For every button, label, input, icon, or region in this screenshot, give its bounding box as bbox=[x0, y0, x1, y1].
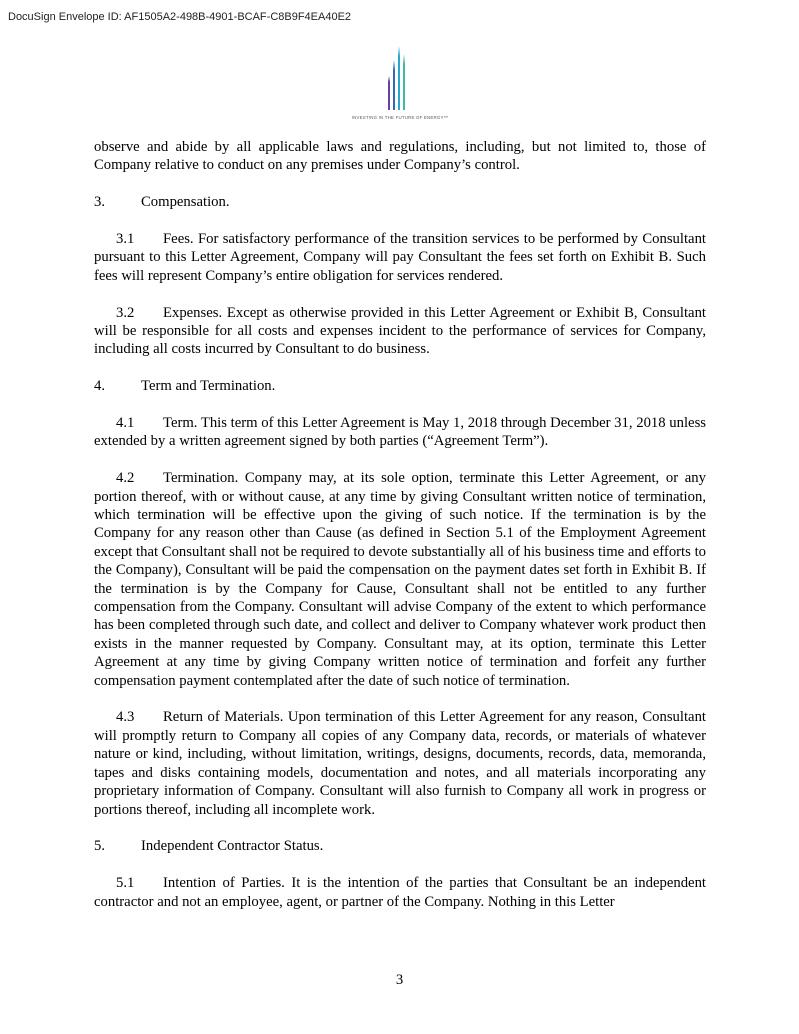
section-5-number: 5. bbox=[94, 838, 106, 855]
section-4-1-text: Term. This term of this Letter Agreement is May 1, 2018 through December 31, 2018 unless extended by a written agreement signed by both parties (“Agreement Term”). bbox=[94, 415, 706, 450]
section-4-title: Term and Termination. bbox=[141, 378, 276, 395]
logo-tagline: INVESTING IN THE FUTURE OF ENERGY™ bbox=[351, 115, 449, 120]
section-4-number: 4. bbox=[94, 378, 106, 395]
logo-bar-teal bbox=[403, 54, 405, 110]
section-5-title: Independent Contractor Status. bbox=[141, 838, 324, 855]
section-3-heading bbox=[94, 193, 706, 211]
section-3-1-number: 3.1 bbox=[116, 231, 135, 247]
section-4-2-paragraph bbox=[94, 469, 706, 690]
section-3-number: 3. bbox=[94, 194, 106, 211]
page-number: 3 bbox=[395, 972, 404, 988]
section-4-3-number: 4.3 bbox=[116, 709, 135, 726]
section-3-2-number: 3.2 bbox=[116, 304, 135, 321]
logo-bar-purple bbox=[388, 76, 390, 110]
section-3-1-text: Fees. For satisfactory performance of the transition services to be performed by Consultant pursuant to this Letter Agreement, Company will pay Consultant the fees set forth on Exhibit B. Such fees will represent Company’s entire obligation for services rendered. bbox=[94, 231, 706, 284]
section-3-title: Compensation. bbox=[141, 194, 230, 211]
document-body bbox=[94, 138, 706, 929]
section-4-3-paragraph bbox=[94, 708, 706, 818]
section-4-3-text: Return of Materials. Upon termination of this Letter Agreement for any reason, Consultant will promptly return to Company all copies of any Company data, records, or materials of whatever nature or kind, including, without limitation, writings, designs, documents, records, data, memoranda, tapes and disks containing models, documentation and notes, and all materials incorporating any proprietary information of Company. Consultant will also furnish to Company all work in progress or portions thereof, including all incomplete work. bbox=[94, 709, 706, 818]
logo-bar-blue bbox=[393, 60, 395, 110]
section-3-2-text: Expenses. Except as otherwise provided in this Letter Agreement or Exhibit B, Consultant will be responsible for all costs and expenses incident to the performance of services for Company, including all costs incurred by Consultant to do business. bbox=[94, 304, 706, 358]
section-4-1-number: 4.1 bbox=[116, 415, 135, 432]
section-5-heading bbox=[94, 837, 706, 855]
docusign-envelope-id: DocuSign Envelope ID: AF1505A2-498B-4901-BCAF-C8B9F4EA40E2 bbox=[8, 11, 352, 23]
logo-bar-cyan bbox=[398, 46, 400, 110]
section-3-2-paragraph bbox=[94, 304, 706, 359]
section-3-1-paragraph bbox=[94, 230, 706, 285]
section-5-1-text: Intention of Parties. It is the intention of the parties that Consultant be an independent contractor and not an employee, agent, or partner of the Company. Nothing in this Letter bbox=[94, 875, 706, 910]
section-4-1-paragraph bbox=[94, 414, 706, 451]
section-5-1-paragraph bbox=[94, 874, 706, 911]
section-5-1-number: 5.1 bbox=[116, 875, 135, 892]
section-4-2-number: 4.2 bbox=[116, 470, 135, 487]
section-4-2-text: Termination. Company may, at its sole option, terminate this Letter Agreement, or any portion thereof, with or without cause, at any time by giving Consultant written notice of termination, which termination will be effective upon the giving of such notice. If the termination is by the Company for any reason other than Cause (as defined in Section 5.1 of the Employment Agreement except that Consultant shall not be required to devote substantially all of his business time and efforts to the Company), Consultant will be paid the compensation on the payment dates set forth in Exhibit B. If the termination is by the Company for Cause, Consultant shall not be entitled to any further compensation from the Company. Consultant will advise Company of the extent to which performance has been completed through such date, and collect and deliver to Company whatever work product then exists in the manner requested by Company. Consultant may, at its option, terminate this Letter Agreement at any time by giving Company written notice of termination and forfeit any further compensation payment contemplated after the date of such notice of termination. bbox=[94, 470, 706, 689]
intro-paragraph: observe and abide by all applicable laws and regulations, including, but not limited to, those of Company relative to conduct on any premises under Company’s control. bbox=[94, 139, 706, 174]
section-4-heading bbox=[94, 377, 706, 395]
company-logo bbox=[330, 40, 470, 126]
